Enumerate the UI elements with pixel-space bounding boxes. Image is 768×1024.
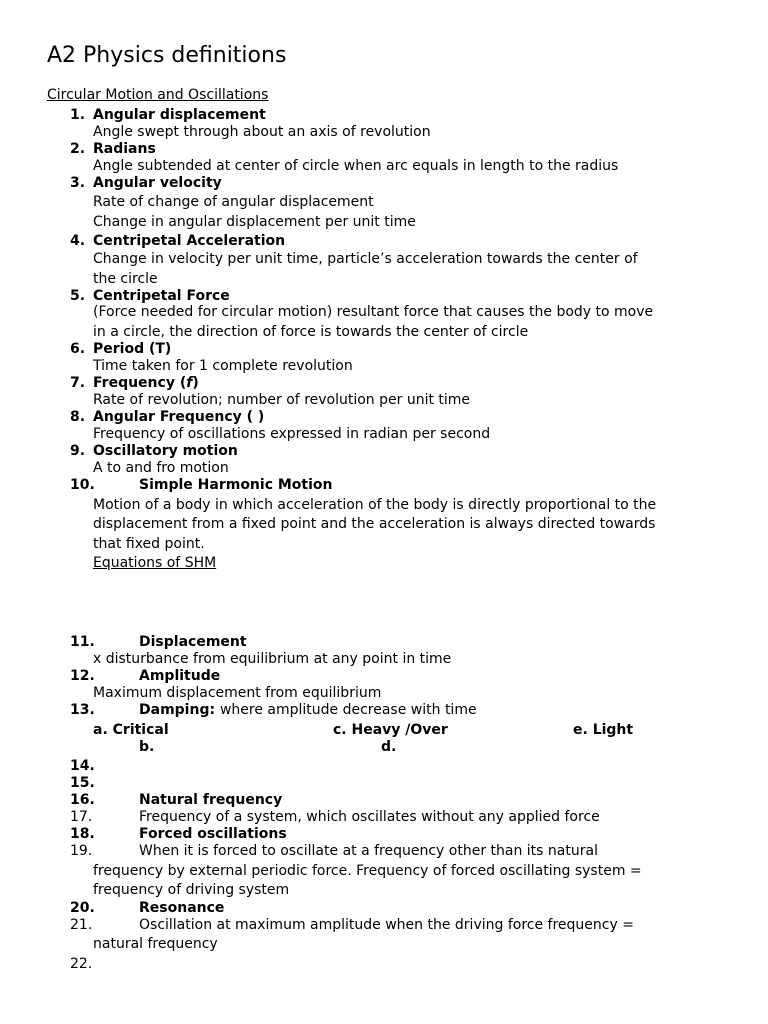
item-number: 2. <box>70 141 86 157</box>
term-frequency-close: ) <box>192 375 199 391</box>
term-simple-harmonic-motion: Simple Harmonic Motion <box>139 477 333 493</box>
definition-text: (Force needed for circular motion) resultant force that causes the body to move <box>93 304 654 320</box>
damping-type-heavy: c. Heavy /Over <box>333 722 448 738</box>
item-number: 7. <box>70 375 86 391</box>
definition-text: A to and fro motion <box>93 460 229 476</box>
term-frequency <box>93 375 199 392</box>
definition-text: in a circle, the direction of force is towards the center of circle <box>93 324 529 340</box>
definition-text: Maximum displacement from equilibrium <box>93 685 382 701</box>
section-heading: Circular Motion and Oscillations <box>47 87 269 103</box>
term-displacement: Displacement <box>139 634 247 650</box>
item-number: 16. <box>70 792 95 808</box>
item-number: 14. <box>70 758 95 774</box>
item-number: 9. <box>70 443 86 459</box>
term-angular-velocity: Angular velocity <box>93 175 222 191</box>
definition-text: Time taken for 1 complete revolution <box>93 358 353 374</box>
term-forced-oscillations: Forced oscillations <box>139 826 287 842</box>
definition-text: Angle subtended at center of circle when arc equals in length to the radius <box>93 158 619 174</box>
definition-text: Rate of change of angular displacement <box>93 194 374 210</box>
damping-sublist-b: b. <box>139 739 155 755</box>
damping-sublist-d: d. <box>381 739 397 755</box>
term-centripetal-acceleration: Centripetal Acceleration <box>93 233 286 249</box>
item-number: 22. <box>70 956 93 972</box>
item-number: 17. <box>70 809 93 825</box>
item-number: 11. <box>70 634 95 650</box>
term-oscillatory-motion: Oscillatory motion <box>93 443 238 459</box>
definition-text: the circle <box>93 271 158 287</box>
item-number: 1. <box>70 107 86 123</box>
term-radians: Radians <box>93 141 156 157</box>
term-natural-frequency: Natural frequency <box>139 792 283 808</box>
definition-text: When it is forced to oscillate at a frequency other than its natural <box>139 843 598 859</box>
definition-text: natural frequency <box>93 936 218 952</box>
item-number: 21. <box>70 917 93 933</box>
term-amplitude: Amplitude <box>139 668 221 684</box>
item-number: 3. <box>70 175 86 191</box>
definition-text: Change in velocity per unit time, particle’s acceleration towards the center of <box>93 251 638 267</box>
item-number: 10. <box>70 477 95 493</box>
equations-of-shm-link[interactable]: Equations of SHM <box>93 555 217 571</box>
item-number: 12. <box>70 668 95 684</box>
definition-text: displacement from a fixed point and the acceleration is always directed towards <box>93 516 656 532</box>
term-damping-label: Damping: <box>139 702 216 718</box>
term-centripetal-force: Centripetal Force <box>93 288 230 304</box>
definition-text: Change in angular displacement per unit time <box>93 214 416 230</box>
item-number: 18. <box>70 826 95 842</box>
definition-text: frequency by external periodic force. Frequency of forced oscillating system = <box>93 863 642 879</box>
definition-text: Frequency of a system, which oscillates without any applied force <box>139 809 600 825</box>
definition-text: x disturbance from equilibrium at any point in time <box>93 651 452 667</box>
definition-text: Angle swept through about an axis of revolution <box>93 124 431 140</box>
definition-text: that fixed point. <box>93 536 205 552</box>
damping-type-light: e. Light <box>573 722 634 738</box>
damping-type-critical: a. Critical <box>93 722 169 738</box>
definition-text: Rate of revolution; number of revolution per unit time <box>93 392 471 408</box>
definition-text: Oscillation at maximum amplitude when the driving force frequency = <box>139 917 634 933</box>
item-number: 5. <box>70 288 86 304</box>
term-frequency-label: Frequency ( <box>93 375 187 391</box>
term-damping <box>139 702 477 719</box>
item-number: 8. <box>70 409 86 425</box>
definition-text: frequency of driving system <box>93 882 290 898</box>
item-number: 13. <box>70 702 95 718</box>
term-period: Period (T) <box>93 341 172 357</box>
item-number: 20. <box>70 900 95 916</box>
item-number: 15. <box>70 775 95 791</box>
term-angular-frequency: Angular Frequency ( ) <box>93 409 265 425</box>
definition-text: Frequency of oscillations expressed in radian per second <box>93 426 491 442</box>
definition-text: Motion of a body in which acceleration of the body is directly proportional to the <box>93 497 657 513</box>
term-resonance: Resonance <box>139 900 225 916</box>
item-number: 19. <box>70 843 93 859</box>
item-number: 6. <box>70 341 86 357</box>
item-number: 4. <box>70 233 86 249</box>
damping-inline-definition: where amplitude decrease with time <box>219 702 477 718</box>
term-angular-displacement: Angular displacement <box>93 107 266 123</box>
term-frequency-symbol: f <box>186 375 193 391</box>
page-title: A2 Physics definitions <box>47 43 287 68</box>
